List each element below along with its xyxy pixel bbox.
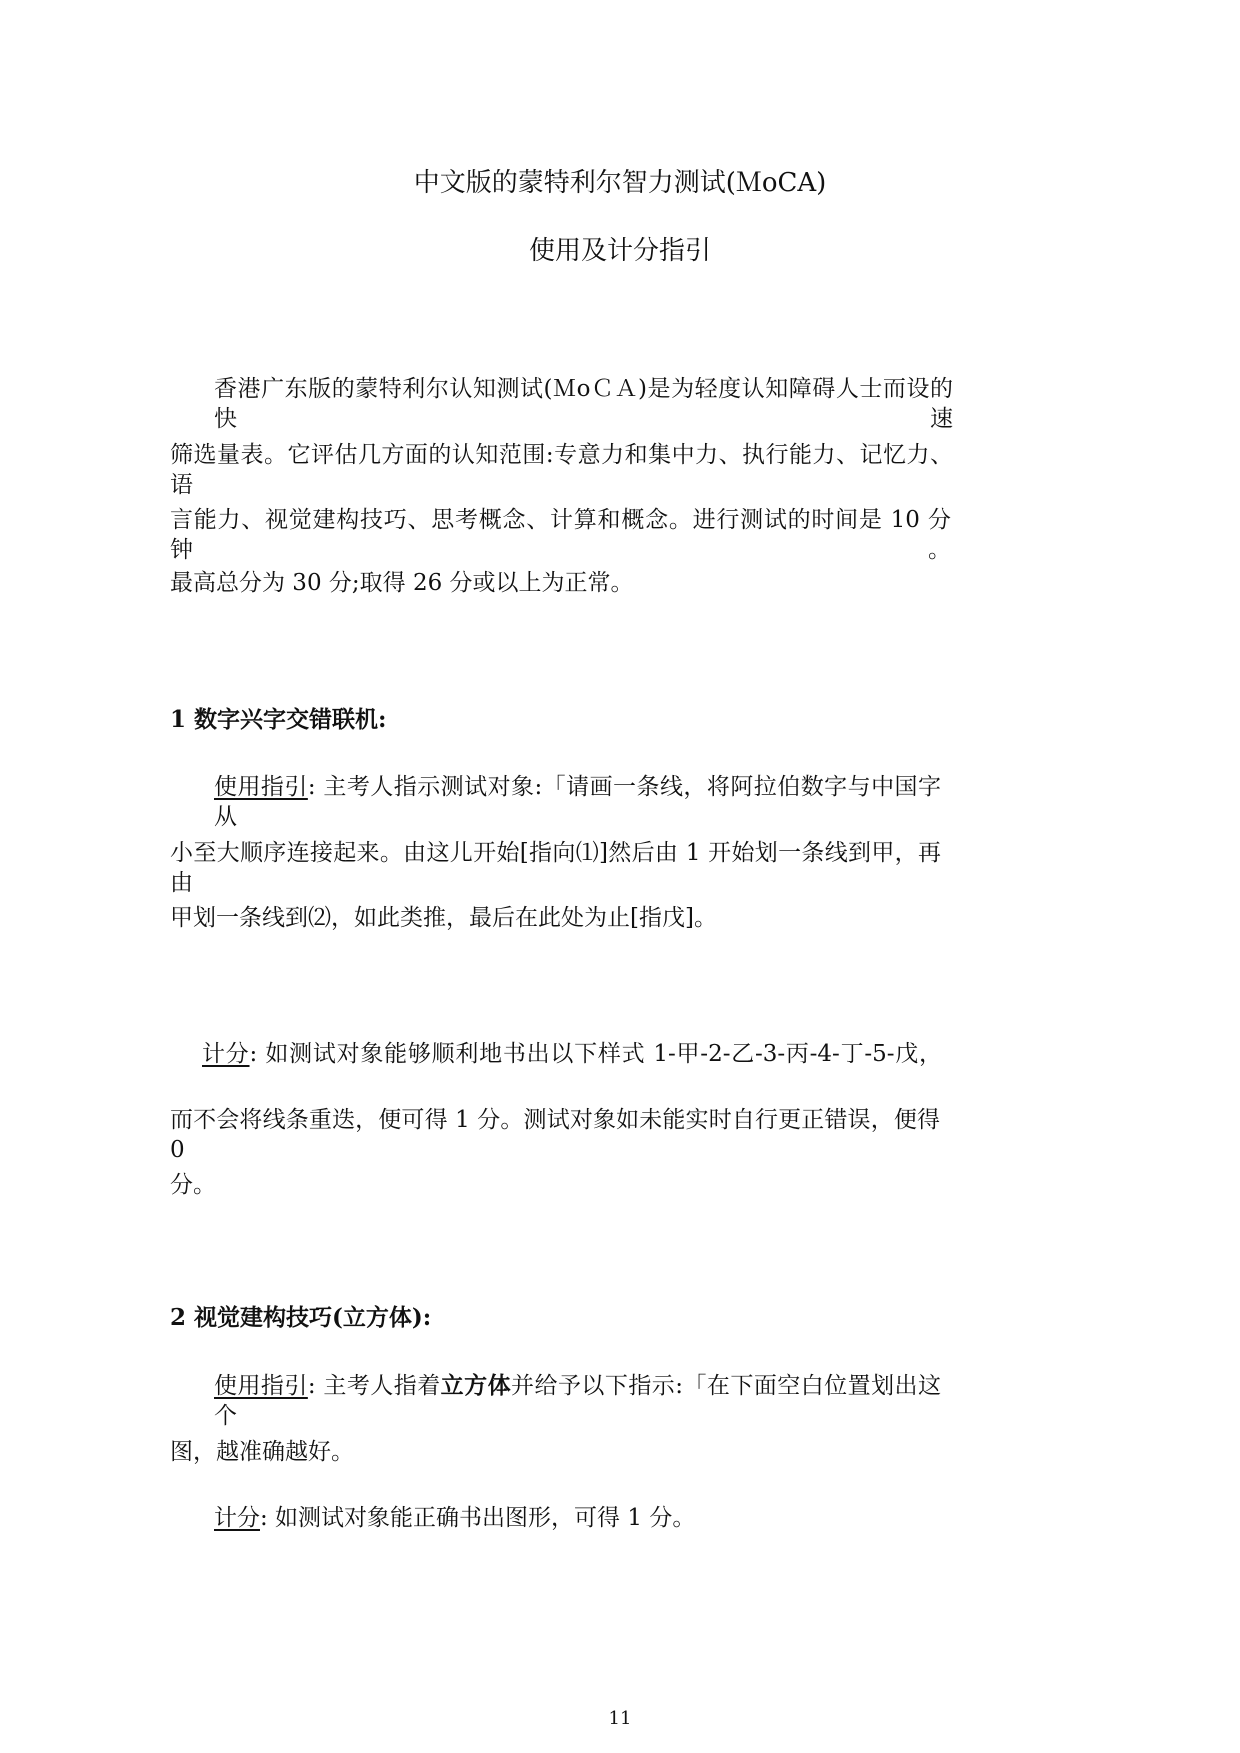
section1-score-line <box>202 1039 942 1069</box>
usage-label: 使用指引 <box>214 774 308 800</box>
intro-line: 香港广东版的蒙特利尔认知测试(ＭoＣＡ)是为轻度认知障碍人士而设的快速 <box>214 376 953 432</box>
score-text: : 如测试对象能够顺利地书出以下样式 1-甲-2-乙-3-丙-4-丁-5-戊， <box>249 1041 943 1067</box>
score-label: 计分 <box>202 1041 250 1067</box>
section1-heading: 1 数字兴字交错联机: <box>170 706 387 733</box>
page-number: 11 <box>608 1708 632 1729</box>
section1-usage-line: 甲划一条线到⑵，如此类推，最后在此处为止[指戊]。 <box>170 905 717 931</box>
intro-line: 言能力、视觉建构技巧、思考概念、计算和概念。进行测试的时间是 10 分钟。 <box>170 507 951 563</box>
usage-text: 并给予以下指示:「在下面空白位置划出这个 <box>214 1373 942 1429</box>
usage-text: : 主考人指着 <box>307 1373 441 1399</box>
section1-score-line: 而不会将线条重迭，便可得 1 分。测试对象如未能实时自行更正错误，便得 0 <box>170 1107 940 1163</box>
page-title: 中文版的蒙特利尔智力测试(ＭoCA) <box>413 168 827 198</box>
score-label: 计分 <box>214 1505 260 1531</box>
score-text: : 如测试对象能正确书出图形，可得 1 分。 <box>260 1505 696 1531</box>
section2-usage-line <box>214 1371 941 1431</box>
intro-line: 最高总分为 30 分;取得 26 分或以上为正常。 <box>170 570 634 596</box>
page-subtitle: 使用及计分指引 <box>528 236 711 266</box>
usage-bold-term: 立方体 <box>440 1372 512 1399</box>
section1-usage-line: 小至大顺序连接起来。由这儿开始[指向⑴]然后由 1 开始划一条线到甲，再由 <box>170 840 941 896</box>
section2-usage-line: 图，越准确越好。 <box>170 1439 354 1465</box>
section1-score-line: 分。 <box>170 1172 216 1198</box>
usage-label: 使用指引 <box>214 1373 308 1399</box>
section2-heading: 2 视觉建构技巧(立方体): <box>170 1304 432 1331</box>
intro-line: 筛选量表。它评估几方面的认知范围:专意力和集中力、执行能力、记忆力、语 <box>170 442 953 498</box>
section2-score-line <box>214 1503 695 1533</box>
section1-usage-line <box>214 772 941 832</box>
usage-text: : 主考人指示测试对象:「请画一条线，将阿拉伯数字与中国字从 <box>214 774 942 830</box>
